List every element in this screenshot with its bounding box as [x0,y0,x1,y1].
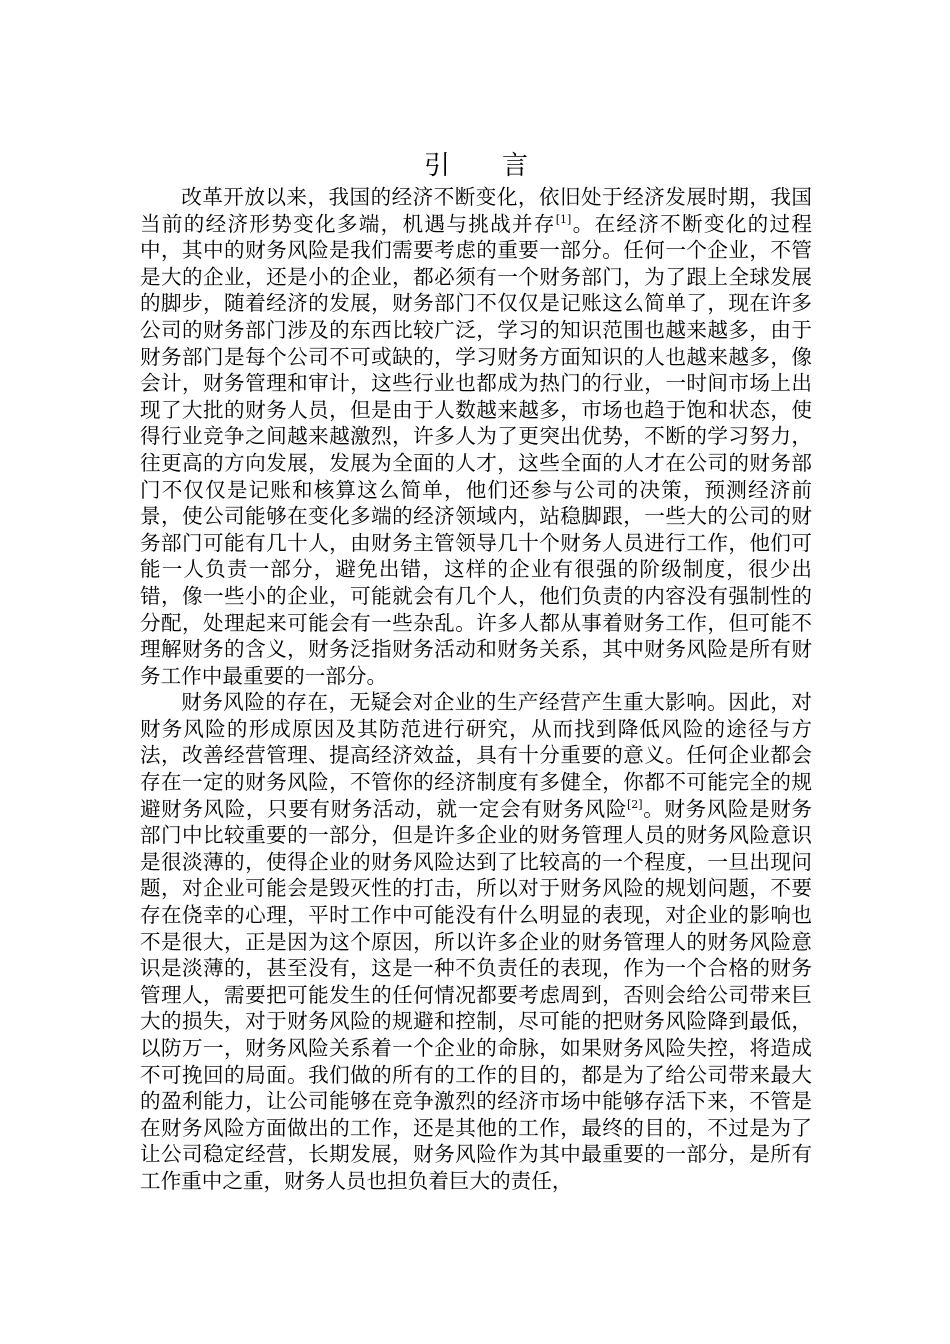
document-page [140,148,812,1195]
body-paragraph-2 [140,689,812,1194]
paragraph-2-text-b: 。财务风险是财务部门中比较重要的一部分，但是许多企业的财务管理人员的财务风险意识是很淡薄的，使得企业的财务风险达到了比较高的一个程度，一旦出现问题，对企业可能会是毁灭性的打击，所以对于财务风险的规划问题，不要存在侥幸的心理，平时工作中可能没有什么明显的表现，对企业的影响也不是很大，正是因为这个原因，所以许多企业的财务管理人的财务风险意识是淡薄的，甚至没有，这是一种不负责任的表现，作为一个合格的财务管理人，需要把可能发生的任何情况都要考虑周到，否则会给公司带来巨大的损失，对于财务风险的规避和控制，尽可能的把财务风险降到最低，以防万一，财务风险关系着一个企业的命脉，如果财务风险失控，将造成不可挽回的局面。我们做的所有的工作的目的，都是为了给公司带来最大的盈利能力，让公司能够在竞争激烈的经济市场中能够存活下来，不管是在财务风险方面做出的工作，还是其他的工作，最终的目的，不过是为了让公司稳定经营，长期发展，财务风险作为其中最重要的一部分，是所有工作重中之重，财务人员也担负着巨大的责任， [140,796,813,1193]
section-title [140,148,812,184]
title-char-2: 言 [502,151,529,181]
citation-2: [2] [627,797,643,811]
paragraph-1-text-b: 。在经济不断变化的过程中，其中的财务风险是我们需要考虑的重要一部分。任何一个企业，不管是大的企业，还是小的企业，都必须有一个财务部门，为了跟上全球发展的脚步，随着经济的发展，财务部门不仅仅是记账这么简单了，现在许多公司的财务部门涉及的东西比较广泛，学习的知识范围也越来越多，由于财务部门是每个公司不可或缺的，学习财务方面知识的人也越来越多，像会计，财务管理和审计，这些行业也都成为热门的行业，一时间市场上出现了大批的财务人员，但是由于人数越来越多，市场也趋于饱和状态，使得行业竞争之间越来越激烈，许多人为了更突出优势，不断的学习努力，往更高的方向发展，发展为全面的人才，这些全面的人才在公司的财务部门不仅仅是记账和核算这么简单，他们还参与公司的决策，预测经济前景，使公司能够在变化多端的经济领域内，站稳脚跟，一些大的公司的财务部门可能有几十人，由财务主管领导几十个财务人员进行工作，他们可能一人负责一部分，避免出错，这样的企业有很强的阶级制度，很少出错，像一些小的企业，可能就会有几个人，他们负责的内容没有强制性的分配，处理起来可能会有一些杂乱。许多人都从事着财务工作，但可能不理解财务的含义，财务泛指财务活动和财务关系，其中财务风险是所有财务工作中最重要的一部分。 [140,211,813,688]
paragraph-2-text-a: 财务风险的存在，无疑会对企业的生产经营产生重大影响。因此，对财务风险的形成原因及其防范进行研究，从而找到降低风险的途径与方法，改善经营管理、提高经济效益，具有十分重要的意义。任何企业都会存在一定的财务风险，不管你的经济制度有多健全，你都不可能完全的规避财务风险，只要有财务活动，就一定会有财务风险 [140,690,812,821]
citation-1: [1] [555,212,572,226]
title-char-1: 引 [423,151,450,181]
body-paragraph-1 [140,184,812,689]
paragraph-1-text-a: 改革开放以来，我国的经济不断变化，依旧处于经济发展时期，我国当前的经济形势变化多端，机遇与挑战并存 [140,185,812,236]
